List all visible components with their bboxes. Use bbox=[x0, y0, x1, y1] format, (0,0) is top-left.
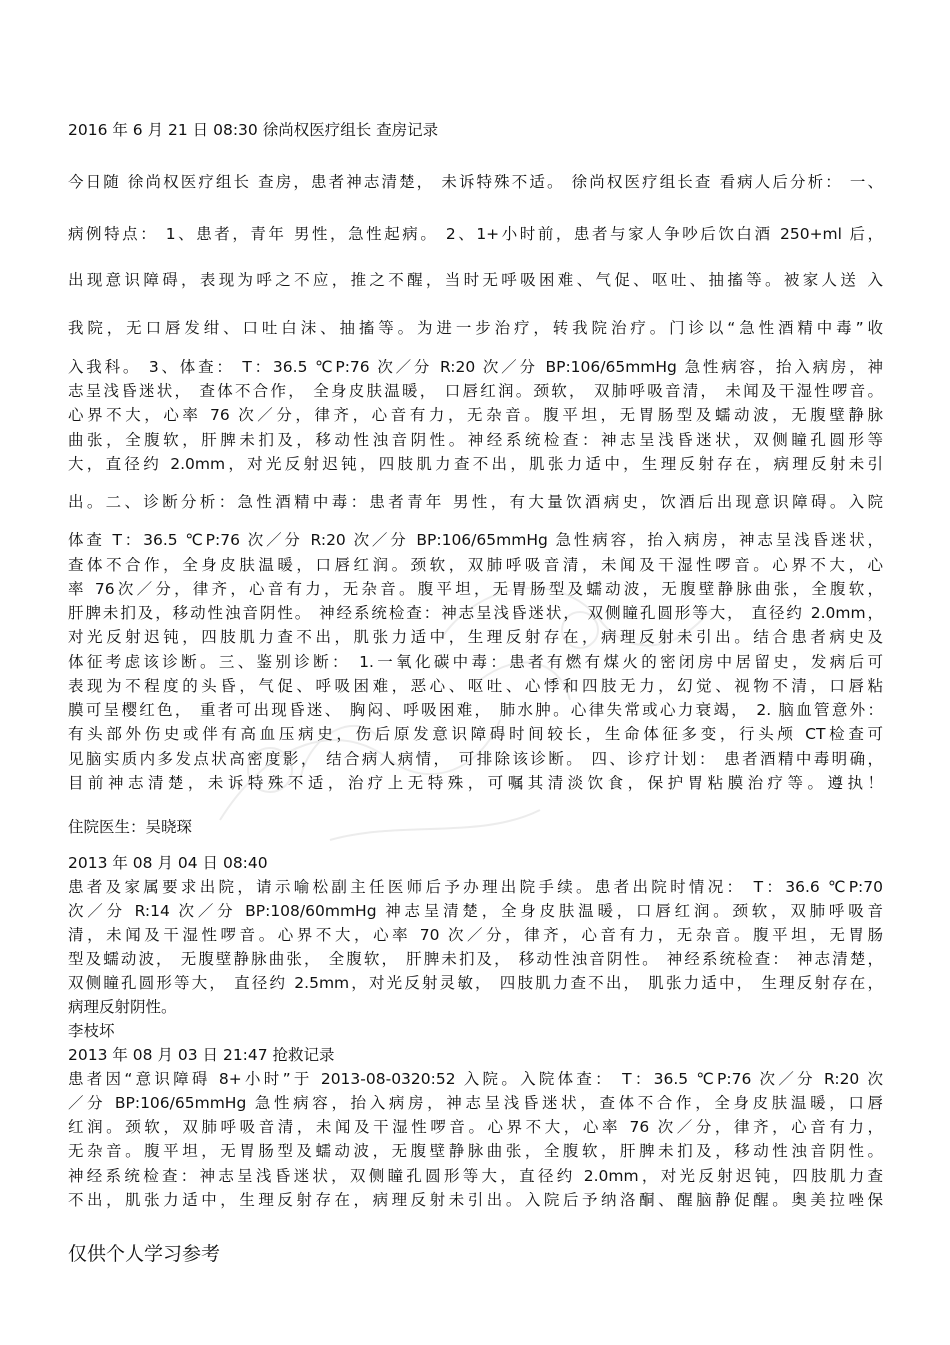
text-line: 无杂音。腹平坦，无胃肠型及蠕动波，无腹壁静脉曲张，全腹软，肝脾未扪及，移动性浊音阴性。 bbox=[68, 1142, 883, 1160]
text-line: 查体不合作，全身皮肤温暖，口唇红润。颈软，双肺呼吸音清，未闻及干湿性啰音。心界不大，心 bbox=[68, 556, 883, 574]
text-line: 肝脾未扪及，移动性浊音阴性。 神经系统检查：神志呈浅昏迷状， 双侧瞳孔圆形等大， 直径约 2.0mm， bbox=[68, 604, 883, 622]
text-line: 病例特点： 1、患者，青年 男性，急性起病。 2、1+小时前，患者与家人争吵后饮白酒 250+ml 后， bbox=[68, 225, 883, 243]
text-line: 见脑实质内多发点状高密度影， 结合病人病情， 可排除该诊断。 四、诊疗计划： 患者酒精中毒明确， bbox=[68, 750, 883, 768]
text-line: 大，直径约 2.0mm，对光反射迟钝，四肢肌力查不出，肌张力适中，生理反射存在，病理反射未引 bbox=[68, 455, 883, 473]
text-line: 今日随 徐尚权医疗组长 查房，患者神志清楚， 未诉特殊不适。 徐尚权医疗组长查 看病人后分析： 一、 bbox=[68, 173, 883, 191]
text-line: 型及蠕动波， 无腹壁静脉曲张， 全腹软， 肝脾未扪及， 移动性浊音阴性。 神经系统检查： 神志清楚， bbox=[68, 950, 883, 968]
text-line: 曲张，全腹软，肝脾未扪及，移动性浊音阴性。神经系统检查：神志呈浅昏迷状，双侧瞳孔圆形等 bbox=[68, 431, 883, 449]
text-line: 清，未闻及干湿性啰音。心界不大，心率 70 次／分，律齐，心音有力，无杂音。腹平坦，无胃肠 bbox=[68, 926, 883, 944]
text-line: 表现为不程度的头昏，气促、呼吸困难，恶心、呕吐、心悸和四肢无力，幻觉、视物不清，口唇粘 bbox=[68, 677, 883, 695]
text-line: 对光反射迟钝，四肢肌力查不出，肌张力适中，生理反射存在，病理反射未引出。结合患者病史及 bbox=[68, 628, 883, 646]
text-line: 体征考虑该诊断。三、鉴别诊断： 1.一氧化碳中毒：患者有燃有煤火的密闭房中居留史，发病后可 bbox=[68, 653, 883, 671]
text-line: 病理反射阴性。 bbox=[68, 998, 177, 1016]
text-line: 出现意识障碍，表现为呼之不应，推之不醒，当时无呼吸困难、气促、呕吐、抽搐等。被家人送 入 bbox=[68, 271, 883, 289]
text-line: 我院，无口唇发绀、口吐白沫、抽搐等。为进一步治疗，转我院治疗。门诊以“急性酒精中毒”收 bbox=[68, 319, 883, 337]
text-line: 体查 T：36.5 ℃P:76 次／分 R:20 次／分 BP:106/65mmHg 急性病容，抬入病房，神志呈浅昏迷状， bbox=[68, 531, 883, 549]
text-line: 患者及家属要求出院，请示喻松副主任医师后予办理出院手续。患者出院时情况： T：36.6 ℃P:70 bbox=[68, 878, 883, 896]
text-line: 膜可呈樱红色， 重者可出现昏迷、 胸闷、呼吸困难， 肺水肿。心律失常或心力衰竭， 2. 脑血管意外： bbox=[68, 701, 883, 719]
text-line: 2013 年 08 月 03 日 21:47 抢救记录 bbox=[68, 1046, 335, 1064]
footer-note: 仅供个人学习参考 bbox=[68, 1243, 221, 1265]
text-line: 2013 年 08 月 04 日 08:40 bbox=[68, 854, 268, 872]
text-line: 入我科。 3、体查： T：36.5 ℃P:76 次／分 R:20 次／分 BP:106/65mmHg 急性病容，抬入病房，神 bbox=[68, 358, 883, 376]
text-line: 2016 年 6 月 21 日 08:30 徐尚权医疗组长 查房记录 bbox=[68, 121, 439, 139]
text-line: 率 76次／分，律齐，心音有力，无杂音。腹平坦，无胃肠型及蠕动波，无腹壁静脉曲张，全腹软， bbox=[68, 580, 883, 598]
text-line: 患者因“意识障碍 8+小时”于 2013-08-0320:52 入院。入院体查： T：36.5 ℃P:76 次／分 R:20 次 bbox=[68, 1070, 883, 1088]
text-line: 出。二、诊断分析：急性酒精中毒：患者青年 男性，有大量饮酒病史，饮酒后出现意识障碍。入院 bbox=[68, 493, 883, 511]
text-line: 双侧瞳孔圆形等大， 直径约 2.5mm，对光反射灵敏， 四肢肌力查不出， 肌张力适中， 生理反射存在， bbox=[68, 974, 883, 992]
text-line: 目前神志清楚，未诉特殊不适，治疗上无特殊，可嘱其清淡饮食，保护胃粘膜治疗等。遵执！ bbox=[68, 774, 883, 792]
text-line: 不出，肌张力适中，生理反射存在，病理反射未引出。入院后予纳洛酮、醒脑静促醒。奥美拉唑保 bbox=[68, 1191, 883, 1209]
text-line: 次／分 R:14 次／分 BP:108/60mmHg 神志呈清楚，全身皮肤温暖，口唇红润。颈软，双肺呼吸音 bbox=[68, 902, 883, 920]
text-line: 心界不大，心率 76 次／分，律齐，心音有力，无杂音。腹平坦，无胃肠型及蠕动波，无腹壁静脉 bbox=[68, 406, 883, 424]
text-line: 住院医生：吴晓琛 bbox=[68, 818, 193, 836]
text-line: ／分 BP:106/65mmHg 急性病容，抬入病房，神志呈浅昏迷状，查体不合作，全身皮肤温暖，口唇 bbox=[68, 1094, 883, 1112]
text-line: 红润。颈软，双肺呼吸音清，未闻及干湿性啰音。心界不大，心率 76 次／分，律齐，心音有力， bbox=[68, 1118, 883, 1136]
text-line: 神经系统检查：神志呈浅昏迷状，双侧瞳孔圆形等大，直径约 2.0mm，对光反射迟钝，四肢肌力查 bbox=[68, 1167, 883, 1185]
text-line: 志呈浅昏迷状， 查体不合作， 全身皮肤温暖， 口唇红润。颈软， 双肺呼吸音清， 未闻及干湿性啰音。 bbox=[68, 382, 883, 400]
text-line: 有头部外伤史或伴有高血压病史，伤后原发意识障碍时间较长，生命体征多变，行头颅 CT检查可 bbox=[68, 725, 883, 743]
text-line: 李枝坏 bbox=[68, 1022, 115, 1040]
